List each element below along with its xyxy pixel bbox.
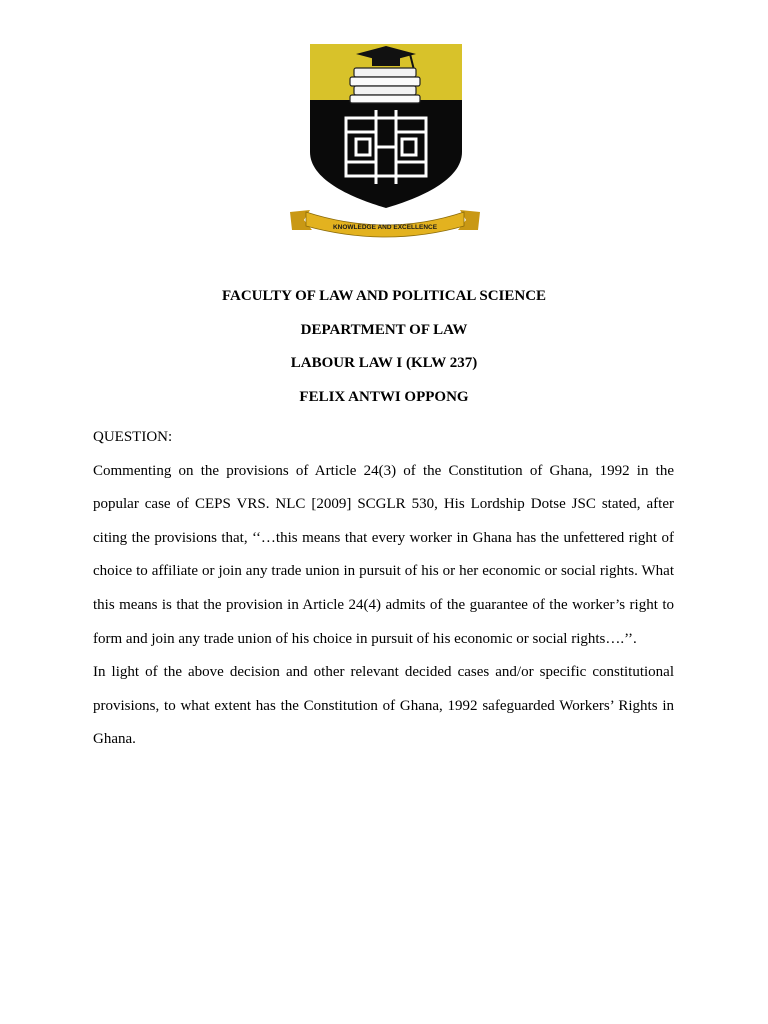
- faculty-heading: FACULTY OF LAW AND POLITICAL SCIENCE: [221, 288, 547, 304]
- motto-text: KNOWLEDGE AND EXCELLENCE: [332, 224, 438, 231]
- motto-ribbon: [290, 210, 480, 237]
- question-label: QUESTION:: [93, 429, 173, 445]
- books-icon: [350, 68, 420, 103]
- course-heading: LABOUR LAW I (KLW 237): [290, 355, 478, 371]
- department-heading: DEPARTMENT OF LAW: [300, 321, 468, 338]
- crest-shield-black: [310, 100, 462, 208]
- question-paragraph-1: Commenting on the provisions of Article 24(3) of the Constitution of Ghana, 1992 in the popular case of CEPS VRS. NLC [2009] SCGLR 530, His Lordship Dotse JSC stated, after citing the provisions that, ‘‘…this means that every worker in Ghana has the unfettered right of choice to affiliate or join any trade union in pursuit of his or her economic or social rights. What this means is that the provision in Article 24(4) admits of the guarantee of the worker’s right to form and join any trade union of his choice in pursuit of his economic or social rights….’’.: [93, 462, 674, 647]
- author-heading: FELIX ANTWI OPPONG: [299, 388, 469, 405]
- question-paragraph-2: In light of the above decision and other relevant decided cases and/or specific constitutional provisions, to what extent has the Constitution of Ghana, 1992 safeguarded Workers’ Rights in Ghana.: [93, 664, 674, 748]
- university-crest: [280, 40, 490, 245]
- document-headings: [0, 286, 768, 407]
- question-section: [93, 421, 674, 757]
